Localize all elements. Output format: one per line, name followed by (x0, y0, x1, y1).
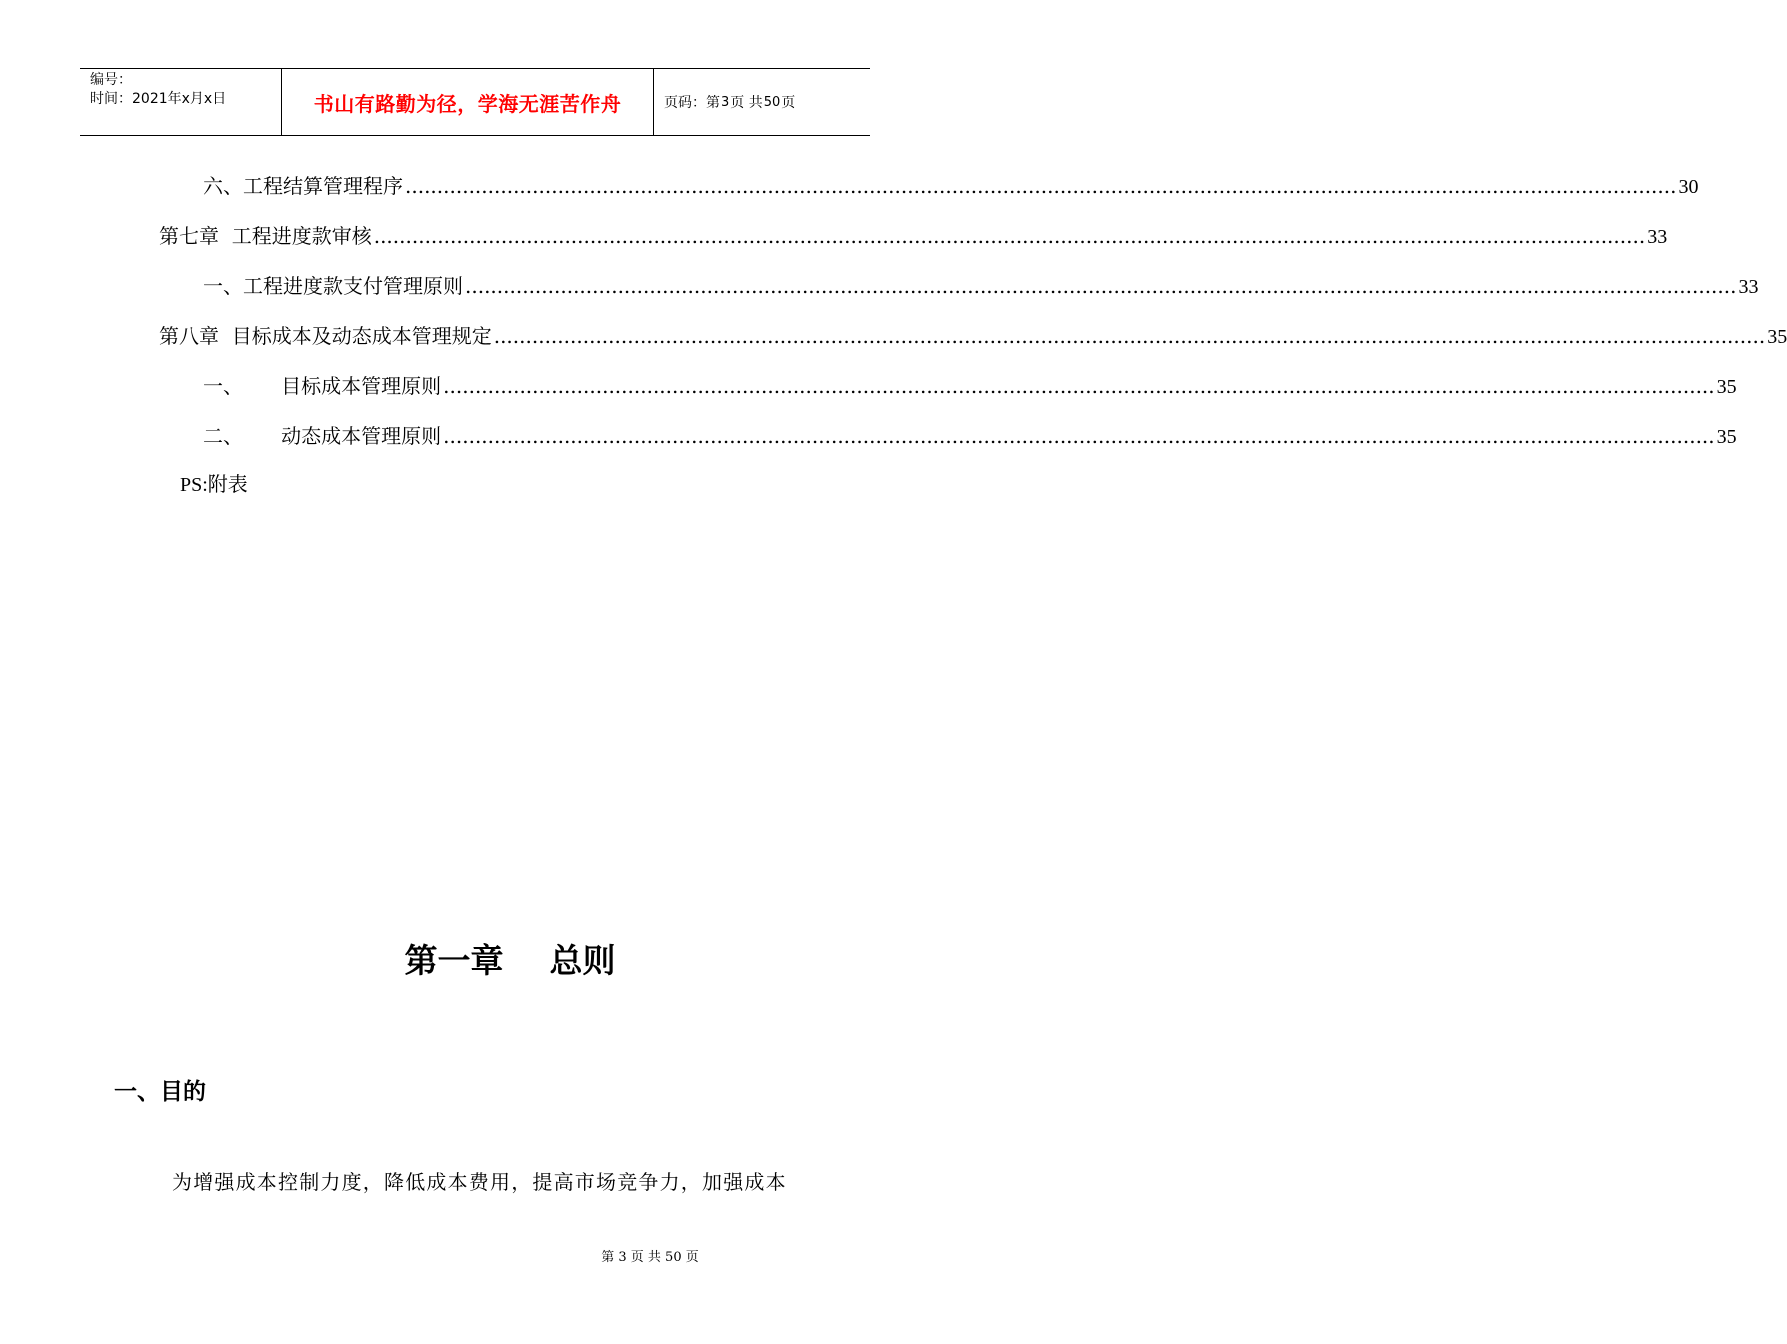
toc-entry-text: 六、工程结算管理程序 (203, 174, 403, 198)
toc-entry[interactable] (159, 320, 1787, 350)
time-label: 时间：2021年x月x日 (90, 91, 227, 107)
toc-dot-leader: ........................................................................................................................................................................................................ (493, 324, 1766, 348)
section-heading: 一、目的 (114, 1079, 206, 1105)
toc-entry[interactable] (203, 170, 1699, 200)
toc-entry-page: 30 (1678, 176, 1699, 198)
toc-entry-page: 33 (1647, 226, 1668, 248)
toc-entry[interactable] (203, 370, 1737, 400)
toc-entry[interactable] (203, 270, 1759, 300)
page-mid: 页 共 (730, 95, 763, 111)
toc-dot-leader: ........................................................................................................................................................................................................ (373, 224, 1646, 248)
toc-entry-page: 35 (1716, 376, 1737, 398)
toc-entry[interactable] (203, 420, 1737, 450)
toc-dot-leader: ........................................................................................................................................................................................................ (443, 424, 1715, 448)
toc-entry-text: 第八章 目标成本及动态成本管理规定 (159, 324, 492, 348)
toc-entry[interactable] (159, 220, 1668, 250)
footer-page-number: 第 3 页 共 50 页 (601, 1250, 699, 1265)
toc-entry-page: 35 (1767, 326, 1787, 348)
page-total: 50 (763, 94, 781, 110)
page-suffix: 页 (781, 95, 796, 111)
toc-entry-text: 第七章 工程进度款审核 (159, 224, 372, 248)
header-meta (80, 69, 282, 135)
number-label: 编号： (90, 72, 132, 88)
toc-entry-text: 二、 动态成本管理原则 (203, 424, 442, 448)
page-footer (0, 1246, 1300, 1265)
toc-dot-leader: ........................................................................................................................................................................................................ (443, 374, 1715, 398)
header-motto: 书山有路勤为径，学海无涯苦作舟 (282, 69, 654, 135)
toc-dot-leader: ........................................................................................................................................................................................................ (405, 174, 1677, 198)
toc-entry-text: 一、 目标成本管理原则 (203, 374, 442, 398)
header-page-info (654, 69, 870, 135)
page-prefix: 页码：第 (664, 95, 720, 111)
page-current: 3 (721, 94, 730, 110)
document-header (80, 68, 870, 136)
chapter-title: 第一章 总则 (404, 941, 616, 980)
toc-entry-page: 35 (1716, 426, 1737, 448)
body-paragraph: 为增强成本控制力度，降低成本费用，提高市场竞争力，加强成本 (172, 1170, 787, 1194)
toc-entry-page: 33 (1738, 276, 1759, 298)
toc-dot-leader: ........................................................................................................................................................................................................ (465, 274, 1737, 298)
toc-entry-text: 一、工程进度款支付管理原则 (203, 274, 463, 298)
ps-note: PS:附表 (180, 474, 248, 496)
